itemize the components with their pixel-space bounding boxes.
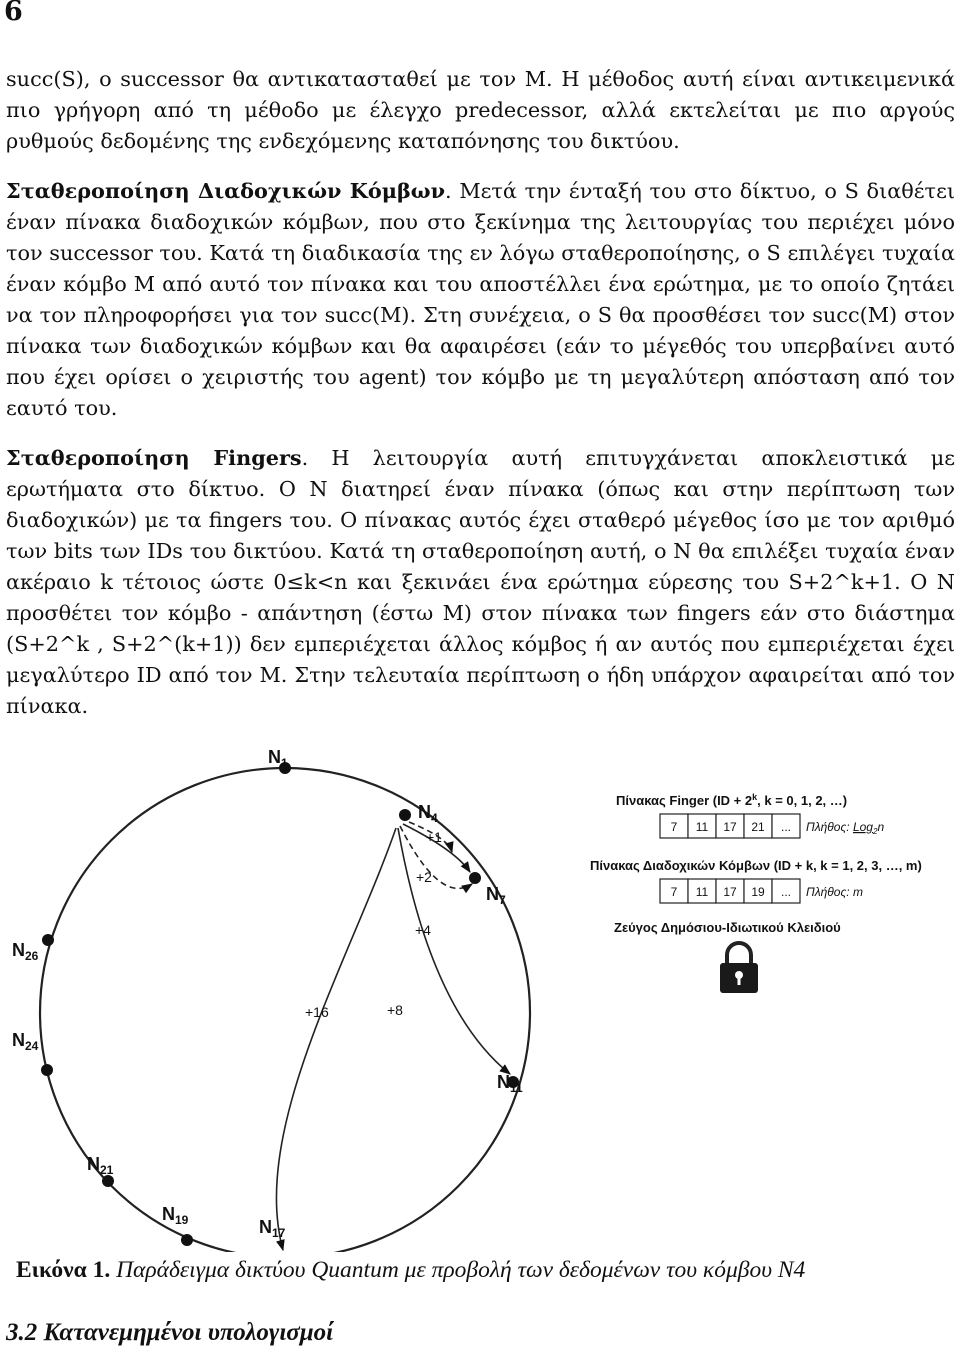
successor-table-title: Πίνακας Διαδοχικών Κόμβων (ID + k, k = 1, 2, 3, …, m) — [590, 858, 922, 873]
successor-cell: 11 — [695, 885, 709, 899]
paragraph-fingers-stabilization — [6, 442, 955, 722]
successor-cell: 17 — [723, 885, 737, 899]
arrow-label-plus8: +8 — [387, 1002, 403, 1018]
paragraph-text: succ(S), ο successor θα αντικατασταθεί με τον Μ. Η μέθοδος αυτή είναι αντικειμενικά πιο γρήγορη από τη μέθοδο με έλεγχο predecessor, αλλά εκτελείται με πιο αργούς ρυθμούς δεδομένης της ενδεχόμενης καταπόνησης του δικτύου. — [6, 67, 955, 153]
node-dot-n4 — [399, 809, 411, 821]
finger-cell: 17 — [723, 820, 737, 834]
finger-cell: 11 — [695, 820, 709, 834]
finger-table-size: Πλήθος: Log$_2$n — [806, 820, 885, 836]
caption-text: Παράδειγμα δικτύου Quantum με προβολή των δεδομένων του κόμβου N4 — [110, 1257, 806, 1283]
node-dot-n26 — [42, 934, 54, 946]
successor-table — [590, 858, 922, 903]
paragraph-text: . Η λειτουργία αυτή επιτυγχάνεται αποκλειστικά με ερωτήματα στο δίκτυο. Ο N διατηρεί έναν πίνακα (όπως και στην περίπτωση των διαδοχικών) με τα fingers του. Ο πίνακας αυτός έχει σταθερό μέγεθος ίσο με τον αριθμό των bits των IDs του δικτύου. Κατά τη σταθεροποίηση αυτή, ο N θα επιλέξει τυχαία έναν ακέραιο k τέτοιος ώστε 0≤k<n και ξεκινάει ένα ερώτημα εύρεσης του S+2^k+1. Ο N προσθέτει τον κόμβο - απάντηση (έστω M) στον πίνακα των fingers εάν στο διάστημα (S+2^k , S+2^(k+1)) δεν εμπεριέχεται άλλος κόμβος ή αν αυτός που εμπεριέχεται έχει μεγαλύτερο ID από τον M. Στην τελευταία περίπτωση ο ήδη υπάρχον αφαιρείται από τον πίνακα. — [6, 446, 955, 718]
finger-cell: 7 — [670, 820, 678, 834]
finger-cell: 21 — [751, 820, 765, 834]
paragraph-heading: Σταθεροποίηση Διαδοχικών Κόμβων — [6, 178, 446, 203]
page-number: 6 — [4, 0, 23, 27]
finger-arrows — [276, 822, 510, 1250]
figure-caption — [16, 1257, 805, 1284]
node-label-n26: $N_{26}$ — [12, 940, 39, 963]
finger-arrow-plus8 — [398, 828, 510, 1074]
finger-arrow-plus16 — [276, 828, 396, 1250]
finger-table-title: Πίνακας Finger ($ID + 2^k$, k = 0, 1, 2, …) — [616, 792, 848, 808]
paragraph-text: . Μετά την ένταξή του στο δίκτυο, ο S διαθέτει έναν πίνακα διαδοχικών κόμβων, που στο ξεκίνημα της λειτουργίας του περιέχει μόνο τον successor του. Κατά τη διαδικασία της εν λόγω σταθεροποίησης, ο S επιλέγει τυχαία έναν κόμβο M από αυτό τον πίνακα και του αποστέλλει ένα ερώτημα, με το οποίο ζητάει να τον πληροφορήσει για τον succ(M). Στη συνέχεια, ο S θα προσθέσει τον succ(M) στον πίνακα των διαδοχικών κόμβων και θα αφαιρέσει (εάν το μέγεθός του υπερβαίνει αυτό που έχει ορίσει ο χειριστής του agent) τον κόμβο με τη μεγαλύτερη απόσταση από τον εαυτό του. — [6, 179, 955, 420]
node-label-n17: $N_{17}$ — [259, 1217, 286, 1240]
arrow-label-plus2: +2 — [416, 869, 432, 885]
successor-table-size: Πλήθος: m — [806, 885, 863, 899]
keypair-label: Ζεύγος Δημόσιου-Ιδιωτικού Κλειδιού — [614, 920, 841, 935]
paragraph-heading: Σταθεροποίηση Fingers — [6, 445, 302, 470]
node-label-n24: $N_{24}$ — [12, 1030, 39, 1053]
finger-table — [616, 792, 884, 838]
arrow-label-plus1: +1 — [426, 829, 442, 845]
node-dot-n24 — [41, 1064, 53, 1076]
successor-cell: 7 — [670, 885, 678, 899]
node-label-n1: $N_1$ — [268, 747, 288, 770]
node-label-n4: $N_4$ — [418, 802, 438, 825]
successor-cell: ... — [780, 885, 792, 899]
node-label-n7: $N_7$ — [486, 884, 506, 907]
successor-cell: 19 — [751, 885, 765, 899]
node-label-n21: $N_{21}$ — [87, 1154, 114, 1177]
node-dot-n19 — [181, 1234, 193, 1246]
arrow-label-plus4: +4 — [415, 922, 431, 938]
lock-icon — [720, 943, 758, 993]
caption-label: Εικόνα 1. — [16, 1257, 111, 1283]
section-heading: 3.2 Κατανεμημένοι υπολογισμοί — [6, 1319, 334, 1346]
node-label-n11: $N_{11}$ — [497, 1072, 523, 1095]
node-dots — [41, 762, 519, 1252]
node-dot-n7 — [469, 872, 481, 884]
paragraph-successor-check — [6, 64, 955, 157]
node-label-n19: $N_{19}$ — [162, 1204, 189, 1227]
paragraph-successor-stabilization — [6, 175, 955, 424]
finger-cell: ... — [780, 820, 792, 834]
network-figure — [0, 742, 960, 1252]
arrow-label-plus16: +16 — [305, 1004, 329, 1020]
